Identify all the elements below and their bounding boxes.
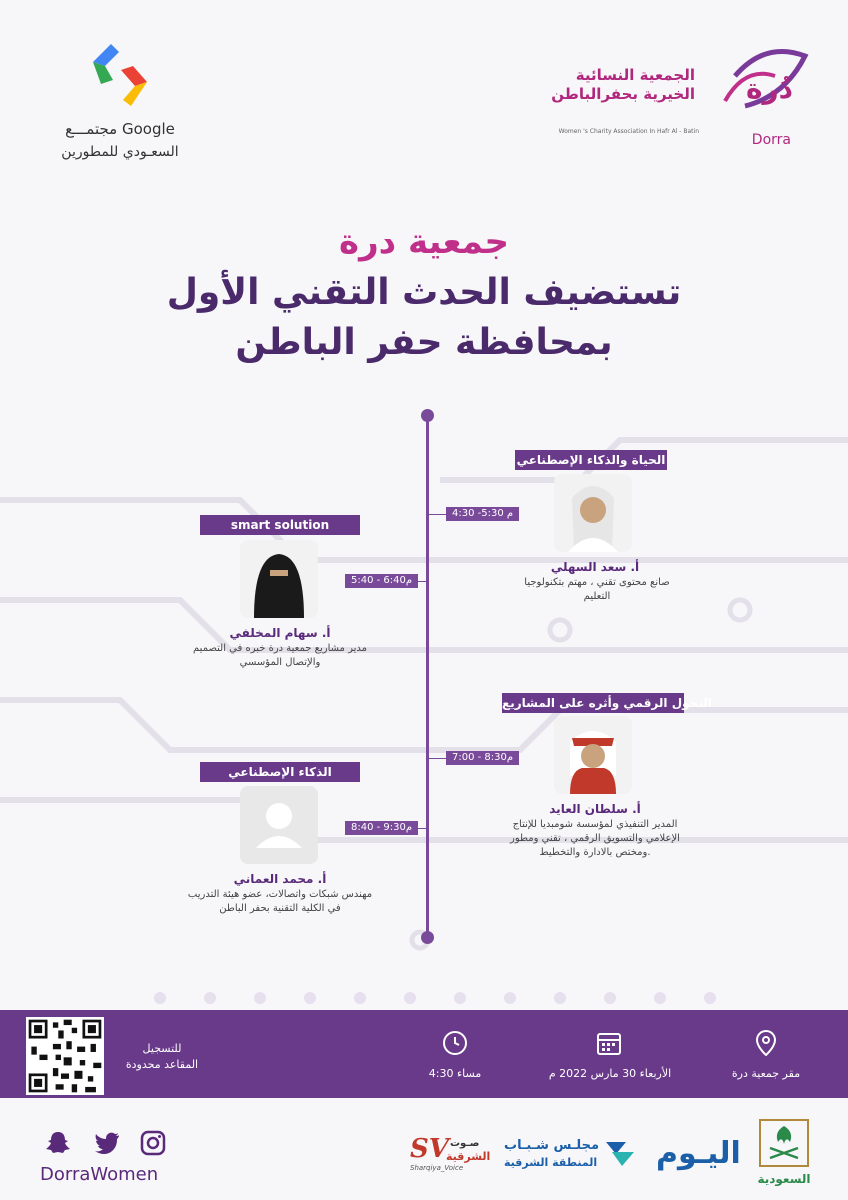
- avatar-icon: [554, 716, 632, 794]
- circuit-background: [0, 380, 848, 980]
- session-topic: التحول الرقمي وأثره على المشاريع: [502, 693, 684, 713]
- timeline-top-dot: [421, 409, 434, 422]
- instagram-icon[interactable]: [140, 1130, 166, 1156]
- dorra-name-ar: الجمعية النسائية الخيرية بحفرالباطن: [551, 66, 695, 103]
- time-text: 4:30 مساء: [428, 1067, 482, 1080]
- timeline-bottom-dot: [421, 931, 434, 944]
- dorra-logo: [551, 52, 815, 148]
- youth-line2: المنطقة الشرقية: [504, 1156, 598, 1169]
- calendar-icon: [596, 1030, 622, 1056]
- sponsor-alyaum: اليـوم: [656, 1136, 741, 1171]
- speaker-desc: مهندس شبكات واتصالات، عضو هيئة التدريب في الكلية التقنية بحفر الباطن: [187, 889, 373, 914]
- twitter-icon[interactable]: [93, 1130, 121, 1156]
- speaker-name: أ. محمد العماني: [233, 872, 327, 886]
- speaker-desc: المدير التنفيذي لمؤسسة شومبديا للإنتاج الإعلامي والتسويق الرقمي ، تقني ومطور ومختص بالادارة والتخطيط.: [510, 819, 680, 858]
- snapchat-icon[interactable]: [44, 1130, 72, 1156]
- title-line3: بمحافظة حفر الباطن: [235, 322, 613, 363]
- session-time: 4:30 -5:30 م: [446, 507, 519, 521]
- session-time: 8:40 - 9:30م: [345, 821, 418, 835]
- avatar-icon: [554, 474, 632, 552]
- gdg-line1: مجتمـــع Google: [65, 120, 175, 138]
- sponsor-sharqiya-voice: [408, 1132, 491, 1176]
- sponsor-saudi-vision: [756, 1118, 812, 1184]
- sv-en: Sharqiya_Voice: [410, 1164, 464, 1172]
- sv-mark: SV: [410, 1134, 449, 1164]
- dorra-brand-ar: دُرة: [745, 72, 793, 105]
- speaker-name: أ. سعد السهلي: [550, 560, 640, 574]
- dorra-name-en: Women 's Charity Association In Hafr Al - Batin: [558, 128, 699, 135]
- session-topic: الحياة والذكاء الإصطناعي: [515, 450, 667, 470]
- speaker-photo: [240, 786, 318, 864]
- qr-code[interactable]: [26, 1017, 104, 1095]
- session-topic: smart solution: [200, 515, 360, 535]
- register-line1: للتسجيل: [142, 1042, 182, 1055]
- sv-line1: صـوت: [450, 1138, 480, 1149]
- speaker-photo: [554, 474, 632, 552]
- floral-divider: [140, 986, 760, 1008]
- location-text: مقر جمعية درة: [731, 1067, 801, 1080]
- info-bar: [0, 1010, 848, 1098]
- gdg-logo: [40, 40, 200, 160]
- speaker-desc: مدير مشاريع جمعية درة خبره في التصميم والإتصال المؤسسي: [193, 643, 367, 668]
- saudi-text: السعودية: [757, 1172, 811, 1186]
- connector: [428, 758, 448, 759]
- gdg-line2: السعـودي للمطورين: [61, 144, 179, 160]
- sponsor-youth-council: [498, 1136, 638, 1176]
- speaker-desc: صانع محتوى تقني ، مهتم بتكنولوجيا التعليم: [524, 577, 670, 602]
- saudi-emblem-icon: [756, 1118, 812, 1168]
- register-line2: المقاعد محدودة: [125, 1058, 199, 1071]
- speaker-name: أ. سلطان العايد: [549, 802, 641, 816]
- sv-line2: الشرقية: [446, 1150, 491, 1163]
- date-text: الأربعاء 30 مارس 2022 م: [548, 1067, 672, 1080]
- youth-council-mark-icon: [602, 1138, 636, 1170]
- connector: [428, 514, 448, 515]
- timeline-line: [426, 414, 429, 938]
- speaker-photo: [554, 716, 632, 794]
- title-line1: جمعية درة: [339, 222, 509, 262]
- session-topic: الذكاء الإصطناعي: [200, 762, 360, 782]
- social-handle[interactable]: DorraWomen: [40, 1164, 159, 1185]
- title-line2: تستضيف الحدث التقني الأول: [166, 272, 682, 313]
- avatar-placeholder-icon: [240, 786, 318, 864]
- google-chevrons-icon: [85, 40, 155, 110]
- location-icon: [756, 1030, 776, 1056]
- social-block: [40, 1130, 166, 1185]
- speaker-name: أ. سهام المخلفي: [229, 626, 331, 640]
- youth-line1: مجلـس شـبـاب: [504, 1138, 599, 1153]
- session-time: 5:40 - 6:40م: [345, 574, 418, 588]
- session-time: 7:00 - 8:30م: [446, 751, 519, 765]
- dorra-brand-en: Dorra: [751, 132, 791, 148]
- clock-icon: [442, 1030, 468, 1056]
- speaker-photo: [240, 540, 318, 618]
- avatar-icon: [240, 540, 318, 618]
